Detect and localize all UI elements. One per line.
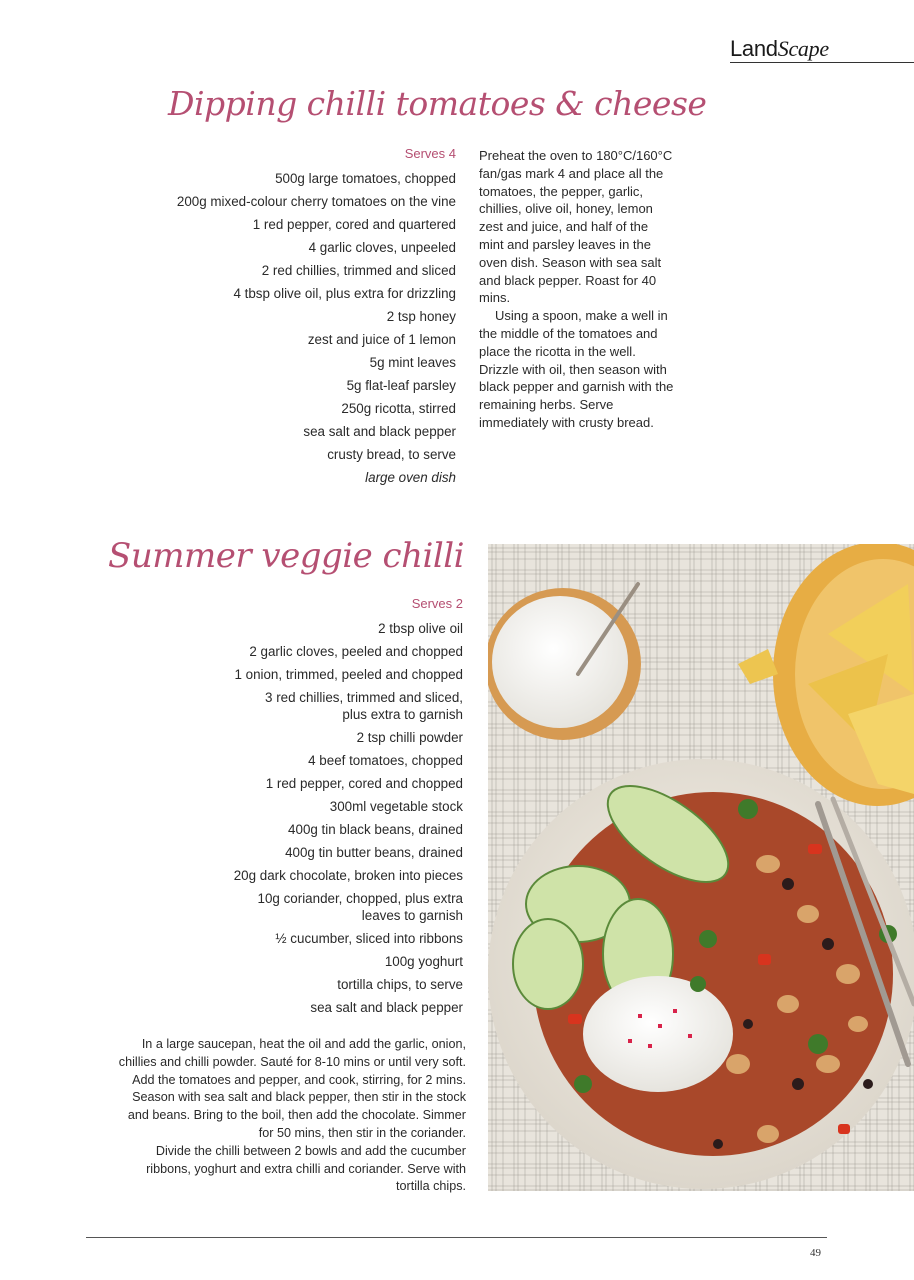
logo-regular: Land — [730, 36, 778, 61]
ingredient: 20g dark chocolate, broken into pieces — [233, 868, 463, 883]
ingredient: 1 red pepper, cored and quartered — [252, 217, 456, 232]
ingredient: 3 red chillies, trimmed and sliced, plus extra to garnish — [265, 690, 463, 722]
header-rule — [730, 62, 914, 63]
recipe1-equipment: large oven dish — [365, 470, 456, 485]
ingredient: ½ cucumber, sliced into ribbons — [275, 931, 463, 946]
ingredient: 200g mixed-colour cherry tomatoes on the vine — [176, 194, 456, 209]
ingredient: 2 tsp chilli powder — [356, 730, 463, 745]
ingredient: sea salt and black pepper — [310, 1000, 463, 1015]
ingredient: 2 tsp honey — [386, 309, 456, 324]
method-paragraph: Using a spoon, make a well in the middle of the tomatoes and place the ricotta in the well. Drizzle with oil, then season with black pepper and garnish with the remaining herbs. Serve immediately with crusty bread. — [479, 308, 674, 430]
ingredient: 250g ricotta, stirred — [341, 401, 456, 416]
ingredient: 5g flat-leaf parsley — [346, 378, 456, 393]
recipe2-method — [112, 1036, 466, 1196]
ingredient: 4 beef tomatoes, chopped — [308, 753, 463, 768]
ingredient: 4 tbsp olive oil, plus extra for drizzling — [233, 286, 456, 301]
logo-italic: Scape — [777, 36, 829, 61]
ingredient: 10g coriander, chopped, plus extra leaves to garnish — [257, 891, 463, 923]
ingredient: 400g tin butter beans, drained — [285, 845, 463, 860]
ingredient: zest and juice of 1 lemon — [307, 332, 456, 347]
method-paragraph: Preheat the oven to 180°C/160°C fan/gas mark 4 and place all the tomatoes, the pepper, garlic, chillies, olive oil, honey, lemon zest and juice, and half of the mint and parsley leaves in the oven dish. Season with sea salt and black pepper. Roast for 40 mins. — [479, 148, 673, 306]
footer-rule — [86, 1237, 827, 1238]
ingredient: 2 garlic cloves, peeled and chopped — [249, 644, 463, 659]
page-number: 49 — [810, 1247, 821, 1259]
recipe2-title: Summer veggie chilli — [108, 536, 464, 576]
recipe2-serves: Serves 2 — [411, 596, 463, 611]
recipe1-serves: Serves 4 — [404, 146, 456, 161]
magazine-logo — [730, 36, 829, 62]
ingredient: crusty bread, to serve — [327, 447, 456, 462]
ingredient: 500g large tomatoes, chopped — [275, 171, 456, 186]
recipe1-method — [479, 147, 675, 432]
method-paragraph: Divide the chilli between 2 bowls and add the cucumber ribbons, yoghurt and extra chilli and coriander. Serve with tortilla chips. — [146, 1143, 466, 1194]
recipe1-ingredients — [136, 147, 456, 489]
recipe2-ingredients — [163, 597, 463, 1019]
ingredient: 5g mint leaves — [369, 355, 456, 370]
recipe1-title: Dipping chilli tomatoes & cheese — [168, 84, 707, 123]
method-paragraph: In a large saucepan, heat the oil and add the garlic, onion, chillies and chilli powder. Sauté for 8-10 mins or until very soft. Add the tomatoes and pepper, and cook, stirring, for 2 mins. Season with sea salt and black pepper, then stir in the stock and beans. Bring to the boil, then add the chocolate. Simmer for 50 mins, then stir in the coriander. — [118, 1037, 466, 1140]
ingredient: 100g yoghurt — [384, 954, 463, 969]
ingredient: 1 onion, trimmed, peeled and chopped — [234, 667, 463, 682]
ingredient: sea salt and black pepper — [303, 424, 456, 439]
ingredient: 300ml vegetable stock — [329, 799, 463, 814]
ingredient: 1 red pepper, cored and chopped — [265, 776, 463, 791]
ingredient: 2 red chillies, trimmed and sliced — [261, 263, 456, 278]
chilli-bowl-photo — [488, 544, 914, 1191]
ingredient: 400g tin black beans, drained — [288, 822, 463, 837]
ingredient: 2 tbsp olive oil — [378, 621, 463, 636]
ingredient: 4 garlic cloves, unpeeled — [308, 240, 456, 255]
ingredient: tortilla chips, to serve — [337, 977, 463, 992]
